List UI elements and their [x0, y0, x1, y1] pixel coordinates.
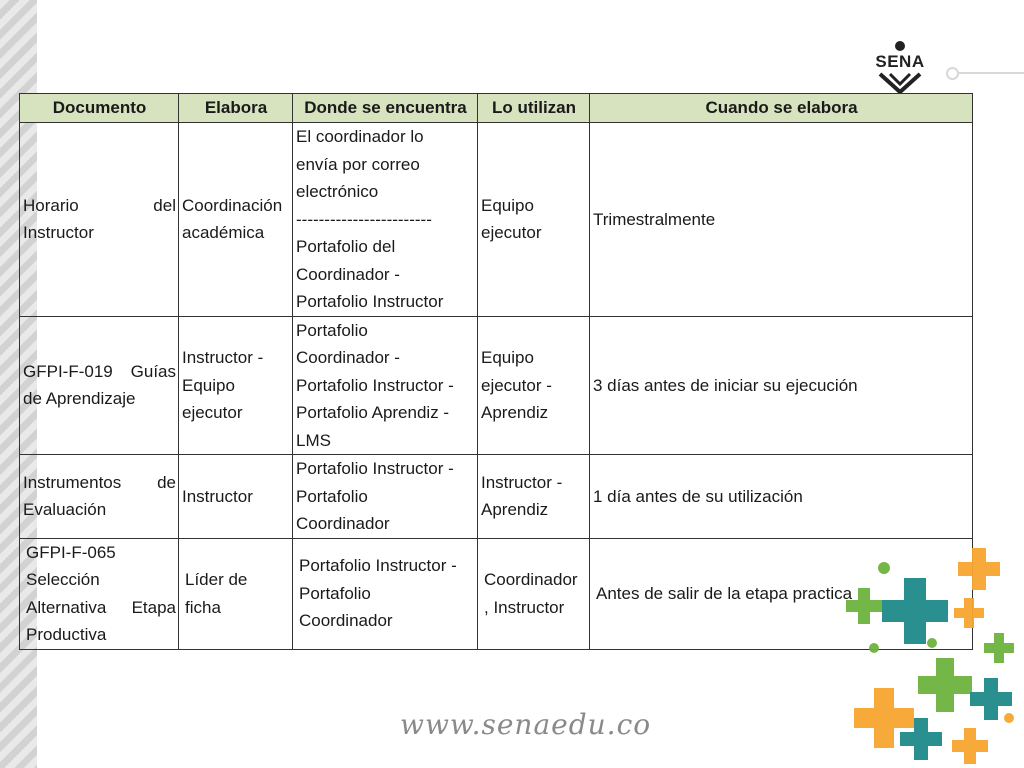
table-row — [20, 538, 973, 649]
cell-line: de Aprendizaje — [23, 389, 136, 409]
footer-url: www.senaedu.co — [400, 708, 652, 741]
cell-donde — [293, 538, 478, 649]
table-row — [20, 316, 973, 455]
cell-documento — [20, 316, 179, 455]
cell-elabora — [179, 455, 293, 539]
cell-donde — [293, 316, 478, 455]
cell-documento — [20, 455, 179, 539]
cell-line: Aprendiz — [481, 500, 549, 520]
cell-line: académica — [182, 223, 265, 243]
cell-line: Líder de — [185, 570, 248, 589]
cell-documento — [20, 123, 179, 317]
cell-line: Portafolio — [296, 486, 368, 506]
cell-cuando: Trimestralmente — [590, 123, 973, 317]
header-rule-dot — [946, 67, 959, 80]
cell-donde — [293, 455, 478, 539]
header-documento: Documento — [20, 94, 179, 123]
cell-line: electrónico — [296, 182, 379, 201]
cell-line: Equipo — [481, 348, 534, 367]
cell-line: Coordinador - — [296, 264, 400, 284]
cell-cuando: Antes de salir de la etapa practica — [590, 538, 973, 649]
cell-line: Coordinador — [296, 514, 390, 533]
header-donde: Donde se encuentra — [293, 94, 478, 123]
cell-line: ejecutor - — [481, 375, 552, 395]
cell-line: Portafolio — [296, 320, 368, 340]
cell-line: El coordinador lo — [296, 127, 424, 146]
cell-utilizan — [478, 538, 590, 649]
cell-utilizan — [478, 123, 590, 317]
cell-utilizan — [478, 316, 590, 455]
cell-line: Instructor - — [481, 472, 563, 492]
cell-utilizan — [478, 455, 590, 539]
cell-line: ejecutor — [182, 403, 243, 422]
cell-donde — [293, 123, 478, 317]
cell-line: Instructor — [23, 223, 94, 243]
header-utilizan: Lo utilizan — [478, 94, 590, 123]
header-cuando: Cuando se elabora — [590, 94, 973, 123]
cell-line: Portafolio Instructor - — [299, 556, 457, 576]
header-elabora: Elabora — [179, 94, 293, 123]
cell-line: Evaluación — [23, 500, 107, 520]
cell-line: Instrumentos de — [23, 472, 176, 492]
cell-line: ficha — [185, 597, 221, 617]
cell-line: , Instructor — [484, 597, 565, 617]
cell-line: Equipo — [182, 375, 235, 395]
table-header-row — [20, 94, 973, 123]
cell-line: Coordinador - — [296, 348, 400, 367]
cell-line: Coordinador — [484, 570, 578, 589]
cell-line: Portafolio Instructor - — [296, 375, 454, 395]
cell-elabora — [179, 123, 293, 317]
cell-line: Aprendiz — [481, 403, 549, 422]
cell-line: Alternativa Etapa — [26, 597, 176, 617]
cell-line: Portafolio Instructor — [296, 292, 444, 311]
table-row — [20, 123, 973, 317]
cell-line: ------------------------ — [296, 209, 432, 229]
logo-text: SENA — [875, 52, 925, 71]
cell-line: Equipo — [481, 195, 534, 215]
cell-line: Portafolio Aprendiz - — [296, 403, 450, 422]
cell-line: Instructor — [182, 486, 253, 506]
cell-line: Horario del — [23, 195, 176, 215]
decorative-crosses-icon — [844, 538, 1024, 768]
cell-line: ejecutor — [481, 223, 542, 243]
table-row — [20, 455, 973, 539]
cell-line: Coordinador — [299, 611, 393, 631]
cell-line: envía por correo — [296, 154, 420, 174]
cell-line: GFPI-F-065 — [26, 542, 116, 562]
documents-table — [19, 93, 973, 650]
cell-line: GFPI-F-019 Guías — [23, 361, 176, 381]
cell-line: LMS — [296, 430, 331, 450]
cell-documento — [20, 538, 179, 649]
cell-elabora — [179, 316, 293, 455]
cell-line: Selección — [26, 570, 100, 589]
cell-line: Coordinación — [182, 195, 283, 215]
cell-line: Portafolio — [299, 583, 371, 603]
cell-cuando: 1 día antes de su utilización — [590, 455, 973, 539]
cell-line: Productiva — [26, 625, 107, 644]
cell-line: Portafolio Instructor - — [296, 459, 454, 478]
header-rule — [957, 72, 1024, 74]
cell-cuando: 3 días antes de iniciar su ejecución — [590, 316, 973, 455]
sena-logo — [866, 40, 934, 96]
cell-elabora — [179, 538, 293, 649]
cell-line: Portafolio del — [296, 237, 396, 256]
cell-line: Instructor - — [182, 348, 264, 367]
